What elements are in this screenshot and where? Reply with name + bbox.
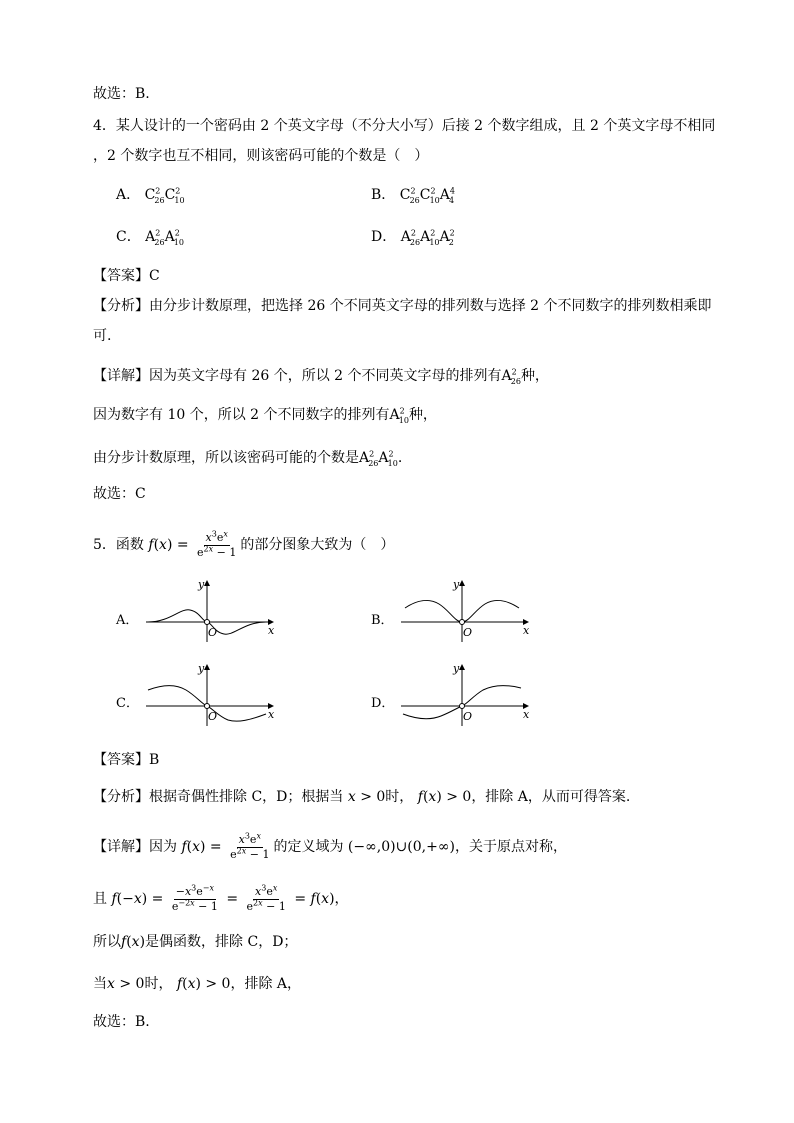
q4-stem-line2: ，2 个数字也互不相同，则该密码可能的个数是（ ）: [93, 148, 429, 164]
q5-option-b-label[interactable]: B．: [371, 613, 394, 628]
x-axis-label: x: [523, 708, 530, 721]
origin-hole: [205, 704, 210, 709]
origin-label: O: [208, 710, 218, 723]
q4-analysis-line2: 可.: [93, 328, 112, 344]
q5-detail-tag: 【详解】: [93, 839, 149, 855]
x-axis-label: x: [268, 624, 275, 637]
q5-graph-a[interactable]: [140, 576, 280, 646]
q5-option-c-label[interactable]: C．: [116, 696, 139, 711]
q5-even-derivation: f(−x) = $\frac{-x^3e^{-x}}{e^{-2x} - 1}$ = $\frac{x^3e^x}{e^{2x} - 1}$ = f(x): [111, 882, 335, 913]
q5-function-expr: f(x) = $\frac{x^3e^x}{e^{2x} - 1}$: [148, 528, 237, 559]
q5-conclusion: 故选：B.: [93, 1014, 150, 1030]
origin-hole: [460, 620, 465, 625]
q5-graph-c[interactable]: [140, 660, 280, 730]
q4-option-b[interactable]: B． $C^2_{26}C^2_{10}A^4_4$: [371, 186, 455, 205]
q4-option-d[interactable]: D． $A^2_{26}A^2_{10}A^2_2$: [371, 228, 455, 247]
origin-label: O: [463, 710, 473, 723]
q5-detail-line1: 【详解】因为 f(x) = $\frac{x^3e^x}{e^{2x} - 1}$ 的定义域为 (−∞,0)∪(0,+∞)，关于原点对称，: [93, 830, 567, 861]
y-axis-label: y: [453, 662, 460, 675]
origin-label: O: [208, 626, 218, 639]
q5-analysis: 【分析】根据奇偶性排除 C，D；根据当 x > 0时， f(x) > 0，排除 A，从而可得答案.: [93, 789, 631, 805]
q5-option-d-label[interactable]: D．: [371, 696, 395, 711]
y-axis-label: y: [198, 578, 205, 591]
origin-label: O: [463, 626, 473, 639]
q5-answer-value: B: [149, 752, 160, 768]
q5-answer: [93, 750, 159, 770]
q4-detail-expr1: $A^2_{26}$: [501, 367, 521, 386]
q4-stem-text1: 某人设计的一个密码由 2 个英文字母（不分大小写）后接 2 个数字组成，且 2 个英文字母不相同: [115, 118, 716, 134]
q5-graph-b[interactable]: [395, 576, 535, 646]
q5-number: 5．: [93, 537, 116, 553]
q5-domain-expr: (−∞,0)∪(0,+∞): [347, 839, 455, 855]
q4-option-a-expr: $C^2_{26}C^2_{10}$: [144, 186, 185, 205]
y-axis-arrow: [204, 580, 210, 586]
prev-conclusion: 故选：B.: [93, 86, 150, 102]
origin-hole: [205, 620, 210, 625]
q4-detail-line3: 由分步计数原理，所以该密码可能的个数是$A^2_{26}A^2_{10}$.: [93, 449, 403, 468]
q4-option-c-expr: $A^2_{26}A^2_{10}$: [145, 228, 184, 247]
q4-analysis-line1: 【分析】由分步计数原理，把选择 26 个不同英文字母的排列数与选择 2 个不同数字的排列数相乘即: [93, 298, 712, 314]
q4-answer-tag: 【答案】: [93, 268, 149, 284]
q5-detail-line2: 且 f(−x) = $\frac{-x^3e^{-x}}{e^{-2x} - 1}$ = $\frac{x^3e^x}{e^{2x} - 1}$ = f(x)，: [93, 882, 349, 913]
q5-answer-tag: 【答案】: [93, 752, 149, 768]
q4-analysis-tag: 【分析】: [93, 298, 149, 314]
origin-hole: [460, 704, 465, 709]
q4-option-c[interactable]: C． $A^2_{26}A^2_{10}$: [116, 228, 184, 247]
q4-detail-line1: 【详解】因为英文字母有 26 个，所以 2 个不同英文字母的排列有$A^2_{26}$种，: [93, 367, 549, 386]
q4-detail-expr3: $A^2_{26}A^2_{10}$: [359, 449, 398, 468]
y-axis-arrow: [204, 664, 210, 670]
x-axis-label: x: [523, 624, 530, 637]
q4-detail-expr2: $A^2_{10}$: [389, 406, 409, 425]
q4-option-b-expr: $C^2_{26}C^2_{10}A^4_4$: [399, 186, 455, 205]
q5-graph-d[interactable]: [395, 660, 535, 730]
q4-stem-line1: [93, 116, 715, 136]
q4-answer: [93, 266, 160, 286]
q5-analysis-tag: 【分析】: [93, 789, 149, 805]
q5-option-a-label[interactable]: A．: [116, 613, 139, 628]
x-axis-label: x: [268, 708, 275, 721]
q4-conclusion: 故选：C: [93, 486, 146, 502]
q5-detail-line3: 所以f(x)是偶函数，排除 C，D；: [93, 934, 298, 950]
y-axis-label: y: [453, 578, 460, 591]
q4-option-d-expr: $A^2_{26}A^2_{10}A^2_2$: [400, 228, 455, 247]
q4-number: 4．: [93, 118, 116, 134]
q4-detail-tag: 【详解】: [93, 368, 149, 384]
y-axis-label: y: [198, 662, 205, 675]
q5-stem: 5．函数 f(x) = $\frac{x^3e^x}{e^{2x} - 1}$ 的部分图象大致为（ ）: [93, 528, 395, 559]
q4-detail-line2: 因为数字有 10 个，所以 2 个不同数字的排列有$A^2_{10}$种，: [93, 406, 437, 425]
q5-detail-line4: 当x > 0时， f(x) > 0，排除 A，: [93, 976, 302, 992]
y-axis-arrow: [459, 580, 465, 586]
q4-option-a[interactable]: A． $C^2_{26}C^2_{10}$: [116, 186, 185, 205]
q4-answer-value: C: [149, 268, 160, 284]
y-axis-arrow: [459, 664, 465, 670]
